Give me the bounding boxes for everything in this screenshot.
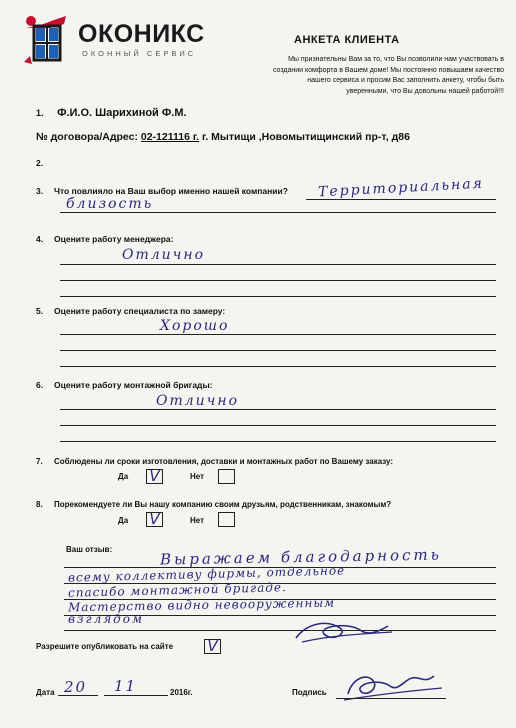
item-number: 6.: [36, 380, 44, 390]
item-number: 3.: [36, 186, 44, 196]
client-signature: [338, 664, 448, 708]
question-4: [36, 234, 173, 244]
q8-yes-checkbox[interactable]: V: [146, 512, 163, 527]
date-line: [104, 695, 168, 696]
answer-3-line-1: Территориальная: [317, 175, 485, 201]
q8-no-checkbox[interactable]: [218, 512, 235, 527]
client-name-row: [36, 107, 187, 119]
no-label: Нет: [190, 516, 205, 525]
contract-address: г. Мытищи ,Новомытищинский пр-т, д86: [202, 131, 410, 143]
client-name-label: Ф.И.О.: [57, 107, 93, 119]
logo-wordmark: ОКОНИКС: [78, 20, 205, 48]
question-text: Что повлияло на Ваш выбор именно нашей компании?: [54, 186, 288, 196]
question-5: [36, 306, 225, 316]
yes-label: Да: [118, 472, 129, 481]
feedback-signature: [288, 612, 398, 646]
item-number: 5.: [36, 306, 44, 316]
q7-no-checkbox[interactable]: [218, 469, 235, 484]
answer-line: [60, 334, 496, 335]
question-text: Оцените работу менеджера:: [54, 234, 174, 244]
date-label: Дата: [36, 688, 55, 697]
question-text: Оцените работу специалиста по замеру:: [54, 306, 226, 316]
date-year: 2016г.: [170, 688, 193, 697]
question-3: [36, 186, 288, 196]
question-8: [36, 500, 391, 509]
answer-line: [60, 409, 496, 410]
item-number: 4.: [36, 234, 44, 244]
item-number: 8.: [36, 500, 43, 509]
contract-row: [36, 131, 410, 143]
intro-text: [222, 55, 504, 97]
item-number: 2.: [36, 158, 44, 168]
answer-line: [60, 350, 496, 351]
feedback-line-1: Выражаем благодарность: [159, 545, 443, 569]
date-line: [58, 695, 98, 696]
question-text: Соблюдены ли сроки изготовления, доставки и монтажных работ по Вашему заказу:: [54, 457, 394, 466]
client-name-value: Шарихиной Ф.М.: [95, 107, 187, 119]
item-number: 1.: [36, 108, 44, 118]
publish-label: Разрешите опубликовать на сайте: [36, 642, 174, 651]
intro-line: нашего сервиса и просим Вас заполнить анкету, чтобы быть: [307, 77, 504, 84]
answer-line: [60, 425, 496, 426]
answer-line: [60, 212, 496, 213]
date-day: 20: [64, 678, 88, 696]
answer-5: Хорошо: [160, 318, 230, 334]
intro-line: Мы признательны Вам за то, что Вы позволили нам участвовать в: [288, 56, 504, 63]
question-text: Порекомендуете ли Вы нашу компанию своим друзьям, родственникам, знакомым?: [54, 500, 392, 509]
answer-line: [60, 264, 496, 265]
answer-6: Отлично: [156, 393, 240, 409]
question-text: Оцените работу монтажной бригады:: [54, 380, 213, 390]
logo-subtitle: ОКОННЫЙ СЕРВИС: [82, 49, 197, 58]
answer-line: [60, 296, 496, 297]
contract-number: 02-121116 г.: [140, 131, 200, 143]
q7-yes-checkbox[interactable]: V: [146, 469, 163, 484]
contract-label: № договора/Адрес:: [36, 131, 138, 143]
answer-line: [64, 630, 496, 631]
item-number: 7.: [36, 457, 43, 466]
feedback-line-3: спасибо монтажной бригаде.: [67, 580, 287, 600]
answer-3-line-2: близость: [66, 196, 154, 212]
signature-line: [336, 698, 446, 699]
intro-line: создании комфорта в Вашем доме! Мы постоянно повышаем качество: [272, 66, 504, 74]
signature-label: Подпись: [292, 688, 327, 697]
answer-line: [306, 199, 496, 200]
feedback-label: Ваш отзыв:: [66, 545, 113, 554]
date-month: 11: [114, 677, 138, 695]
feedback-line-5: взглядом: [68, 612, 144, 626]
answer-line: [60, 441, 496, 442]
publish-checkbox[interactable]: V: [204, 639, 221, 654]
answer-line: [60, 366, 496, 367]
window-logo-icon: [20, 12, 72, 68]
feedback-line-4: Мастерство видно невооруженным: [67, 595, 336, 615]
intro-line: уверенными, что Вы довольны нашей работой!!!: [346, 87, 504, 95]
no-label: Нет: [190, 472, 205, 481]
question-7: [36, 457, 393, 466]
form-title: АНКЕТА КЛИЕНТА: [294, 34, 400, 46]
question-6: [36, 380, 213, 390]
yes-label: Да: [118, 516, 129, 525]
feedback-line-2: всему коллективу фирмы, отдельное: [67, 563, 346, 585]
answer-4: Отлично: [122, 247, 206, 263]
answer-line: [60, 280, 496, 281]
